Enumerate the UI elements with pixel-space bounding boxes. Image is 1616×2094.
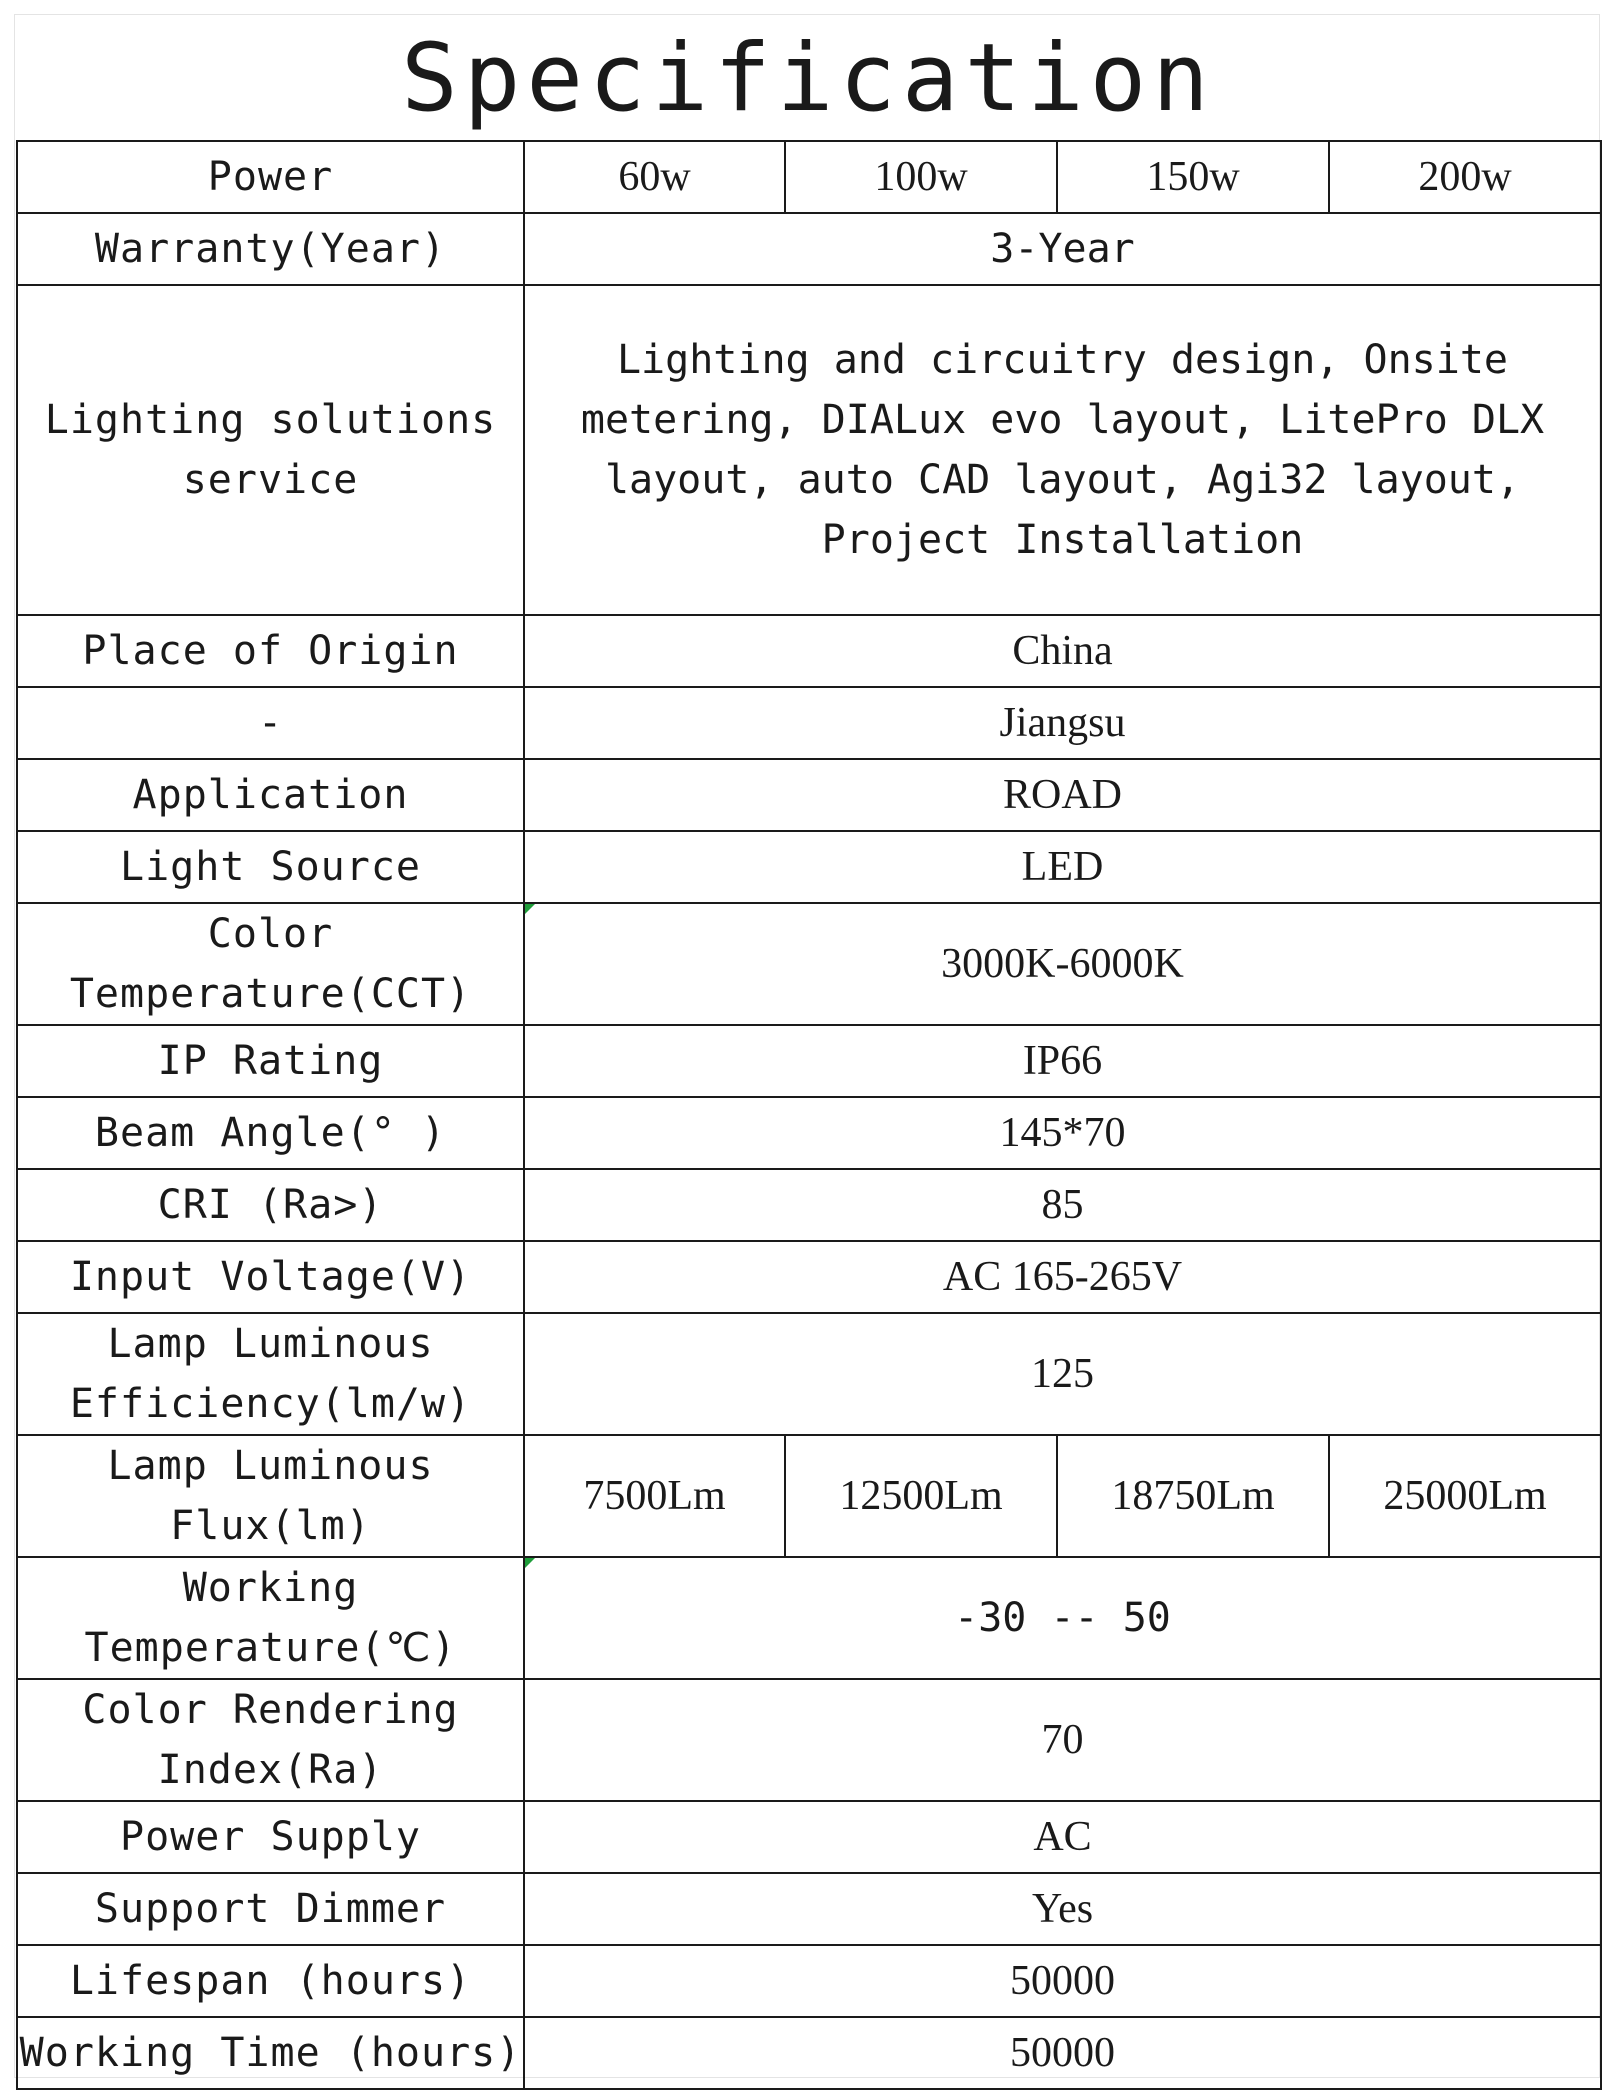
row-value: AC (524, 1801, 1601, 1873)
table-row-power (17, 141, 1601, 213)
table-row-dimmer (17, 1873, 1601, 1945)
row-value: IP66 (524, 1025, 1601, 1097)
row-value: 50000 (524, 1945, 1601, 2017)
label-line: service (182, 457, 359, 503)
row-label: Input Voltage(V) (17, 1241, 524, 1313)
table-row-cri (17, 1169, 1601, 1241)
power-60w: 60w (524, 141, 785, 213)
row-label: Power Supply (17, 1801, 524, 1873)
label-line: Temperature(CCT) (69, 971, 472, 1017)
page-title: Specification (401, 23, 1215, 133)
spec-table (16, 140, 1602, 2090)
table-row-warranty (17, 213, 1601, 285)
value-line: Project Installation (821, 517, 1304, 563)
row-label: Beam Angle(° ) (17, 1097, 524, 1169)
table-row-cri-index (17, 1679, 1601, 1801)
row-label: Working Time (hours) (17, 2017, 524, 2089)
table-row-working-time (17, 2017, 1601, 2089)
table-row-light-source (17, 831, 1601, 903)
row-label (17, 1313, 524, 1435)
row-value: 50000 (524, 2017, 1601, 2089)
table-row-flux (17, 1435, 1601, 1557)
value-line: Lighting and circuitry design, Onsite (616, 337, 1509, 383)
power-100w: 100w (785, 141, 1057, 213)
row-label: Lifespan (hours) (17, 1945, 524, 2017)
row-label: IP Rating (17, 1025, 524, 1097)
row-label: Support Dimmer (17, 1873, 524, 1945)
label-line: Color (207, 911, 334, 957)
row-label: Warranty(Year) (17, 213, 524, 285)
row-label: Light Source (17, 831, 524, 903)
row-value: 3-Year (524, 213, 1601, 285)
row-value: ROAD (524, 759, 1601, 831)
table-row-power-supply (17, 1801, 1601, 1873)
table-row-working-temp (17, 1557, 1601, 1679)
label-line: Efficiency(lm/w) (69, 1381, 472, 1427)
label-line: Lamp Luminous (107, 1443, 434, 1489)
row-label: Application (17, 759, 524, 831)
flux-60w: 7500Lm (524, 1435, 785, 1557)
row-label (17, 1679, 524, 1801)
row-value (524, 285, 1601, 615)
table-row-province (17, 687, 1601, 759)
label-line: Flux(lm) (170, 1503, 371, 1549)
row-value: 85 (524, 1169, 1601, 1241)
row-value: Yes (524, 1873, 1601, 1945)
flux-150w: 18750Lm (1057, 1435, 1329, 1557)
label-line: Index(Ra) (157, 1747, 384, 1793)
row-label (17, 1435, 524, 1557)
power-200w: 200w (1329, 141, 1601, 213)
row-value: LED (524, 831, 1601, 903)
row-value: AC 165-265V (524, 1241, 1601, 1313)
row-value: 125 (524, 1313, 1601, 1435)
value-line: metering, DIALux evo layout, LitePro DLX (580, 397, 1545, 443)
row-label: - (17, 687, 524, 759)
table-row-cct (17, 903, 1601, 1025)
row-value: 70 (524, 1679, 1601, 1801)
power-150w: 150w (1057, 141, 1329, 213)
label-line: Working (182, 1565, 359, 1611)
value-line: layout, auto CAD layout, Agi32 layout, (604, 457, 1521, 503)
table-row-service (17, 285, 1601, 615)
table-row-lifespan (17, 1945, 1601, 2017)
table-row-input-voltage (17, 1241, 1601, 1313)
label-line: Lighting solutions (44, 397, 497, 443)
row-value: -30 -- 50 (524, 1557, 1601, 1679)
table-row-origin (17, 615, 1601, 687)
flux-100w: 12500Lm (785, 1435, 1057, 1557)
row-label: Place of Origin (17, 615, 524, 687)
table-row-application (17, 759, 1601, 831)
table-row-beam-angle (17, 1097, 1601, 1169)
row-value: 3000K-6000K (524, 903, 1601, 1025)
label-line: Temperature(℃) (84, 1625, 457, 1671)
row-label (17, 903, 524, 1025)
table-row-ip-rating (17, 1025, 1601, 1097)
row-label: CRI (Ra>) (17, 1169, 524, 1241)
table-row-efficiency (17, 1313, 1601, 1435)
flux-200w: 25000Lm (1329, 1435, 1601, 1557)
row-value: China (524, 615, 1601, 687)
row-label (17, 1557, 524, 1679)
row-label: Power (17, 141, 524, 213)
label-line: Lamp Luminous (107, 1321, 434, 1367)
row-label (17, 285, 524, 615)
row-value: Jiangsu (524, 687, 1601, 759)
label-line: Color Rendering (82, 1687, 459, 1733)
row-value: 145*70 (524, 1097, 1601, 1169)
